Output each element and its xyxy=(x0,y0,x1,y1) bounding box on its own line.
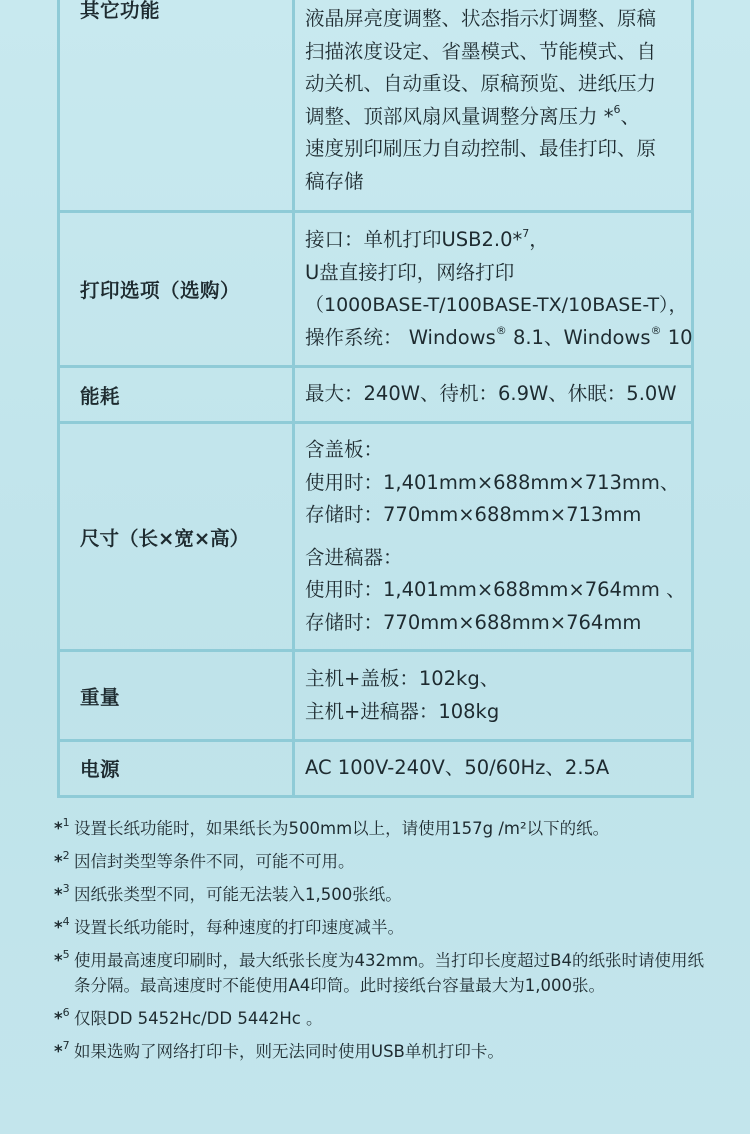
spec-value-line: 主机+盖板：102kg、 xyxy=(305,667,500,690)
footnote-mark xyxy=(54,915,74,940)
footnote-ref: 7 xyxy=(522,226,530,240)
footnote xyxy=(54,948,704,998)
spec-row-power-consumption xyxy=(59,367,693,423)
footnote-text: 仅限DD 5452Hc/DD 5442Hc 。 xyxy=(74,1009,323,1028)
footnote xyxy=(54,816,704,841)
spec-value-line: 动关机、自动重设、原稿预览、进纸压力 xyxy=(305,72,657,95)
spec-value-text: 调整、顶部风扇风量调整分离压力 * xyxy=(305,104,614,128)
spec-value-line: 液晶屏亮度调整、状态指示灯调整、原稿 xyxy=(305,7,657,30)
spec-label: 能耗 xyxy=(59,367,294,423)
spec-value-text: 操作系统： Windows xyxy=(305,325,496,349)
spec-value-line: 速度别印刷压力自动控制、最佳打印、原 xyxy=(305,137,657,160)
spec-label: 重量 xyxy=(59,651,294,741)
footnote-text: 因纸张类型不同，可能无法装入1,500张纸。 xyxy=(74,885,402,904)
footnote xyxy=(54,849,704,874)
spec-value-line: （1000BASE-T/100BASE-TX/10BASE-T）， xyxy=(305,294,688,316)
footnote xyxy=(54,882,704,907)
footnote-mark xyxy=(54,948,74,998)
spec-value-line: 使用时：1,401mm×688mm×764mm 、 xyxy=(305,578,686,601)
footnote-number: 6 xyxy=(62,1005,70,1019)
spec-label: 电源 xyxy=(59,741,294,797)
spec-value-text: 接口：单机打印USB2.0* xyxy=(305,228,523,251)
footnote-mark xyxy=(54,882,74,907)
footnote-number: 5 xyxy=(62,947,70,961)
registered-mark: ® xyxy=(495,324,507,337)
footnote-mark xyxy=(54,816,74,841)
spec-row-weight xyxy=(59,651,693,741)
spec-value-line: 使用时：1,401mm×688mm×713mm、 xyxy=(305,470,680,494)
spec-value xyxy=(294,651,693,741)
spec-row-power-supply xyxy=(59,741,693,797)
footnote-text: 因信封类型等条件不同，可能不可用。 xyxy=(74,852,355,871)
footnote xyxy=(54,915,704,940)
spec-value-line: 含进稿器： xyxy=(305,545,403,569)
spec-value-line: 主机+进稿器：108kg xyxy=(305,699,500,723)
spec-label: 尺寸（长×宽×高） xyxy=(59,423,294,651)
footnote-mark xyxy=(54,849,74,874)
footnote-mark xyxy=(54,1039,74,1064)
footnote-number: 2 xyxy=(62,848,70,862)
spec-row-dimensions xyxy=(59,423,693,651)
footnote-number: 7 xyxy=(62,1038,70,1052)
spec-value-line xyxy=(305,322,693,355)
spec-value-line: U盘直接打印，网络打印 xyxy=(305,260,515,284)
spec-row-other-functions xyxy=(59,0,693,212)
footnote-text: 如果选购了网络打印卡，则无法同时使用USB单机打印卡。 xyxy=(74,1042,504,1061)
footnotes xyxy=(54,816,704,1072)
registered-mark: ® xyxy=(650,324,662,337)
spec-value-text: 、 xyxy=(620,104,640,128)
spec-value xyxy=(294,0,693,212)
footnote xyxy=(54,1039,704,1064)
footnote-number: 4 xyxy=(62,914,70,928)
spec-value-line: 稿存储 xyxy=(305,169,364,193)
spec-table xyxy=(57,0,694,798)
spec-value: AC 100V-240V、50/60Hz、2.5A xyxy=(294,741,693,797)
spec-label: 打印选项（选购） xyxy=(59,212,294,367)
spec-value-line: 存储时：770mm×688mm×713mm xyxy=(305,503,642,526)
spec-value-line xyxy=(305,101,683,134)
spec-value-line: 扫描浓度设定、省墨模式、节能模式、自 xyxy=(305,39,657,63)
footnote-number: 3 xyxy=(62,881,70,895)
footnote-text: 设置长纸功能时，每种速度的打印速度减半。 xyxy=(74,918,404,937)
spec-value-text: 10 xyxy=(661,325,693,349)
spec-value: 最大：240W、待机：6.9W、休眠：5.0W xyxy=(294,367,693,423)
asterisk: * xyxy=(54,1009,63,1028)
spec-value-text: ， xyxy=(529,228,549,251)
asterisk: * xyxy=(54,852,63,871)
spec-value-line: 存储时：770mm×688mm×764mm xyxy=(305,610,642,634)
footnote xyxy=(54,1006,704,1031)
asterisk: * xyxy=(54,918,63,937)
footnote-text: 使用最高速度印刷时，最大纸张长度为432mm。当打印长度超过B4的纸张时请使用纸条分隔。最高速度时不能使用A4印筒。此时接纸台容量最大为1,000张。 xyxy=(74,951,704,995)
spec-value-text: 8.1、Windows xyxy=(506,325,651,349)
footnote-number: 1 xyxy=(62,815,70,829)
spec-value-line: 含盖板： xyxy=(305,438,384,461)
asterisk: * xyxy=(54,819,63,838)
asterisk: * xyxy=(54,951,63,970)
spec-value xyxy=(294,423,693,651)
spec-value-line xyxy=(305,224,683,257)
footnote-ref: 6 xyxy=(613,103,621,116)
asterisk: * xyxy=(54,1042,63,1061)
spec-row-print-options xyxy=(59,212,693,367)
footnote-text: 设置长纸功能时，如果纸长为500mm以上，请使用157g /m²以下的纸。 xyxy=(74,819,610,838)
spec-label: 其它功能 xyxy=(59,0,294,212)
spec-value xyxy=(294,212,693,367)
asterisk: * xyxy=(54,885,63,904)
footnote-mark xyxy=(54,1006,74,1031)
spacer xyxy=(305,532,683,542)
